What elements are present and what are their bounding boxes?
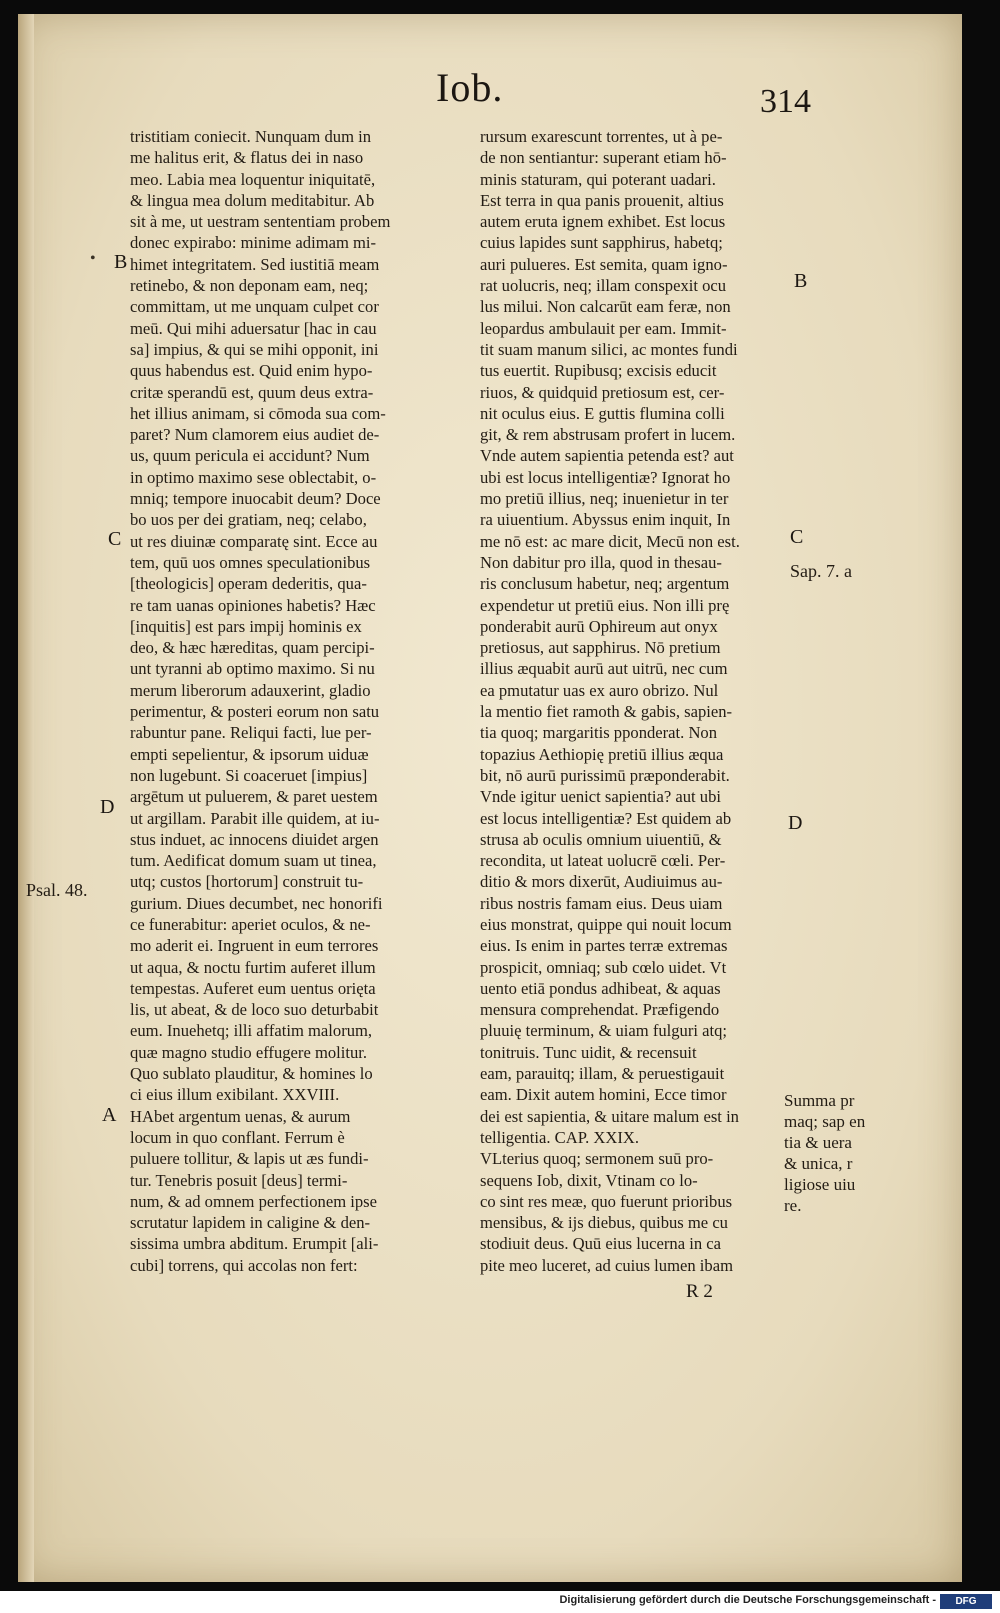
right-column-line: ubi est locus intelligentiæ? Ignorat ho xyxy=(480,467,731,487)
left-column-line: non lugebunt. Si coaceruet [impius] xyxy=(130,765,368,785)
left-column-line: ce funerabitur: aperiet oculos, & ne- xyxy=(130,914,371,934)
page-binding-edge xyxy=(18,14,34,1582)
left-column-line: sissima umbra abditum. Erumpit [ali- xyxy=(130,1234,379,1254)
right-column-line: telligentia. CAP. XXIX. xyxy=(480,1127,640,1147)
margin-note-summa-line: Summa pr xyxy=(784,1091,855,1110)
left-column-line: eum. Inuehetq; illi affatim malorum, xyxy=(130,1021,373,1041)
left-column-line: tristitiam coniecit. Nunquam dum in xyxy=(130,127,372,146)
right-column-line: cuius lapides sunt sapphirus, habetq; xyxy=(480,233,723,253)
right-column-line: tit suam manum silici, ac montes fundi xyxy=(480,339,738,359)
left-column-line: cubi] torrens, qui accolas non fert: xyxy=(130,1255,358,1275)
left-column-line: ci eius illum exibilant. XXVIII. xyxy=(130,1085,340,1105)
left-column-line: utq; custos [hortorum] construit tu- xyxy=(130,872,364,892)
right-column-line: ris conclusum habetur, neq; argentum xyxy=(480,574,730,594)
left-column-line: himet integritatem. Sed iustitiā meam xyxy=(130,254,380,274)
right-column-line: recondita, ut lateat uolucrē cœli. Per- xyxy=(480,851,726,871)
left-column-line: tem, quū uos omnes speculationibus xyxy=(130,552,371,572)
right-column-line: ditio & mors dixerūt, Audiuimus au- xyxy=(480,872,723,892)
book-page xyxy=(18,14,962,1582)
right-column-line: autem eruta ignem exhibet. Est locus xyxy=(480,212,726,232)
right-column-line: ea pmutatur uas ex auro obrizo. Nul xyxy=(480,680,719,700)
left-column-line: tum. Aedificat domum suam ut tinea, xyxy=(130,851,377,871)
left-column-line: puluere tollitur, & lapis ut æs fundi- xyxy=(130,1149,369,1169)
right-column-line: nit oculus eius. E guttis flumina colli xyxy=(480,403,725,423)
right-column-line: co sint res meæ, quo fuerunt prioribus xyxy=(480,1191,733,1211)
left-column-line: quus habendus est. Quid enim hypo- xyxy=(130,361,373,381)
right-column-line: auri pulueres. Est semita, quam igno- xyxy=(480,254,728,274)
margin-note-summa-line: tia & uera xyxy=(784,1133,852,1152)
left-text-column xyxy=(130,126,468,1276)
left-column-line: paret? Num clamorem eius audiet de- xyxy=(130,425,380,445)
left-column-line: mniq; tempore inuocabit deum? Doce xyxy=(130,489,381,509)
left-column-line: bo uos per dei gratiam, neq; celabo, xyxy=(130,510,367,530)
left-column-line: meo. Labia mea loquentur iniquitatē, xyxy=(130,169,376,189)
right-column-line: lus milui. Non calcarūt eam feræ, non xyxy=(480,297,731,317)
left-column-line: gurium. Diues decumbet, nec honorifi xyxy=(130,893,383,913)
right-column-line: pretiosus, aut sapphirus. Nō pretium xyxy=(480,638,721,658)
right-column-line: illius æquabit aurū aut uitrū, nec cum xyxy=(480,659,728,679)
right-column-line: topazius Aethiopię pretiū illius æqua xyxy=(480,744,724,764)
right-column-line: strusa ab oculis omnium uiuentiū, & xyxy=(480,829,722,849)
margin-note-sapientia: Sap. 7. a xyxy=(790,561,852,581)
margin-note-summa-line: maq; sap en xyxy=(784,1112,866,1131)
right-column-line: pluuię terminum, & uiam fulguri atq; xyxy=(480,1021,728,1041)
left-column-line: [theologicis] operam dederitis, qua- xyxy=(130,574,367,594)
left-column-line: het illius animam, si cōmoda sua com- xyxy=(130,403,386,423)
left-column-line: ut aqua, & noctu furtim auferet illum xyxy=(130,957,376,977)
stray-dot-mark: • xyxy=(90,250,96,267)
right-column-line: uento etiā pondus adhibeat, & aquas xyxy=(480,978,721,998)
right-column-line: rat uolucris, neq; illam conspexit ocu xyxy=(480,276,727,296)
section-marker-c-right: C xyxy=(790,526,804,548)
left-column-line: donec expirabo: minime adimam mi- xyxy=(130,233,377,253)
section-marker-d-right: D xyxy=(788,812,803,834)
right-column-line: ponderabit aurū Ophireum aut onyx xyxy=(480,616,718,636)
left-column-line: unt tyranni ab optimo maximo. Si nu xyxy=(130,659,375,679)
margin-note-summa xyxy=(784,1090,865,1216)
funding-credit: Digitalisierung gefördert durch die Deutsche Forschungsgemeinschaft - xyxy=(559,1594,936,1606)
left-column-line: us, quum pericula ei accidunt? Num xyxy=(130,446,370,466)
left-column-line: in optimo maximo sese oblectabit, o- xyxy=(130,467,377,487)
left-column-line: Quo sublato plauditur, & homines lo xyxy=(130,1064,373,1084)
right-column-line: Vnde autem sapientia petenda est? aut xyxy=(480,446,734,466)
right-column-line: VLterius quoq; sermonem suū pro- xyxy=(480,1149,714,1169)
right-column-line: pite meo luceret, ad cuius lumen ibam xyxy=(480,1255,733,1275)
left-column-line: merum liberorum adauxerint, gladio xyxy=(130,680,371,700)
right-column-line: eius monstrat, quippe qui nouit locum xyxy=(480,914,732,934)
left-column-line: committam, ut me unquam culpet cor xyxy=(130,297,379,317)
right-column-line: Est terra in qua panis prouenit, altius xyxy=(480,190,724,210)
left-column-line: argētum ut puluerem, & paret uestem xyxy=(130,787,378,807)
right-column-line: Non dabitur pro illa, quod in thesau- xyxy=(480,552,722,572)
left-column-line: ut res diuinæ comparatę sint. Ecce au xyxy=(130,531,378,551)
right-column-line: prospicit, omniaq; sub cœlo uidet. Vt xyxy=(480,957,727,977)
left-column-line: rabuntur pane. Reliqui facti, lue per- xyxy=(130,723,372,743)
right-column-line: de non sentiantur: superant etiam hō- xyxy=(480,148,727,168)
section-marker-b-left: B xyxy=(114,251,128,273)
left-column-line: scrutatur lapidem in caligine & den- xyxy=(130,1213,371,1233)
dfg-logo: DFG xyxy=(940,1594,992,1609)
left-column-line: ut argillam. Parabit ille quidem, at iu- xyxy=(130,808,380,828)
right-column-line: ribus nostris famam eius. Deus uiam xyxy=(480,893,723,913)
left-column-line: perimentur, & posteri eorum non satu xyxy=(130,702,380,722)
page-number: 314 xyxy=(760,83,811,120)
left-column-line: me halitus erit, & flatus dei in naso xyxy=(130,148,364,168)
right-column-line: tonitruis. Tunc uidit, & recensuit xyxy=(480,1042,697,1062)
right-column-line: leopardus ambulauit per eam. Immit- xyxy=(480,318,727,338)
left-column-line: quæ magno studio effugere molitur. xyxy=(130,1042,368,1062)
left-column-line: HAbet argentum uenas, & aurum xyxy=(130,1106,351,1126)
right-column-line: la mentio fiet ramoth & gabis, sapien- xyxy=(480,702,733,722)
left-column-line: tur. Tenebris posuit [deus] termi- xyxy=(130,1170,348,1190)
right-column-line: est locus intelligentiæ? Est quidem ab xyxy=(480,808,732,828)
right-column-line: sequens Iob, dixit, Vtinam co lo- xyxy=(480,1170,698,1190)
right-column-line: eam. Dixit autem homini, Ecce timor xyxy=(480,1085,727,1105)
left-column-line: sa] impius, & qui se mihi opponit, ini xyxy=(130,339,379,359)
right-text-column xyxy=(480,126,818,1276)
right-column-line: mensibus, & ijs diebus, quibus me cu xyxy=(480,1213,728,1233)
margin-note-psalm: Psal. 48. xyxy=(26,880,88,900)
right-column-line: tia quoq; margaritis pponderat. Non xyxy=(480,723,718,743)
signature-mark: R 2 xyxy=(686,1281,713,1302)
left-column-line: sit à me, ut uestram sententiam probem xyxy=(130,212,391,232)
right-column-line: git, & rem abstrusam profert in lucem. xyxy=(480,425,736,445)
left-column-line: empti sepelientur, & ipsorum uiduæ xyxy=(130,744,369,764)
margin-note-summa-line: & unica, r xyxy=(784,1154,853,1173)
left-column-line: & lingua mea dolum meditabitur. Ab xyxy=(130,190,375,210)
left-column-line: deo, & hæc hæreditas, quam percipi- xyxy=(130,638,375,658)
right-column-line: stodiuit deus. Quū eius lucerna in ca xyxy=(480,1234,722,1254)
right-column-line: Vnde igitur uenict sapientia? aut ubi xyxy=(480,787,721,807)
right-column-line: dei est sapientia, & uitare malum est in xyxy=(480,1106,739,1126)
right-column-line: minis staturam, qui poterant uadari. xyxy=(480,169,716,189)
right-column-line: bit, nō aurū purissimū præponderabit. xyxy=(480,765,730,785)
left-column-line: tempestas. Auferet eum uentus orięta xyxy=(130,978,376,998)
right-column-line: mensura comprehendat. Præfigendo xyxy=(480,1000,720,1020)
section-marker-b-right: B xyxy=(794,270,808,292)
right-column-line: riuos, & quidquid pretiosum est, cer- xyxy=(480,382,725,402)
footer-bar xyxy=(0,1591,1000,1613)
left-column-line: [inquitis] est pars impij hominis ex xyxy=(130,616,362,636)
running-head: Iob. xyxy=(436,65,504,110)
section-marker-c-left: C xyxy=(108,528,122,550)
left-column-line: re tam uanas opiniones habetis? Hæc xyxy=(130,595,376,615)
left-column-line: stus induet, ac innocens diuidet argen xyxy=(130,829,379,849)
left-column-line: meū. Qui mihi aduersatur [hac in cau xyxy=(130,318,377,338)
section-marker-a-left: A xyxy=(102,1104,117,1126)
right-column-line: tus euertit. Rupibusq; excisis educit xyxy=(480,361,717,381)
right-column-line: eam, parauitq; illam, & peruestigauit xyxy=(480,1064,725,1084)
right-column-line: expendetur ut pretiū eius. Non illi prę xyxy=(480,595,730,615)
right-column-line: me nō est: ac mare dicit, Mecū non est. xyxy=(480,531,740,551)
right-column-line: rursum exarescunt torrentes, ut à pe- xyxy=(480,127,723,146)
margin-note-summa-line: re. xyxy=(784,1196,802,1215)
left-column-line: mo aderit ei. Ingruent in eum terrores xyxy=(130,936,379,956)
left-column-line: lis, ut abeat, & de loco suo deturbabit xyxy=(130,1000,379,1020)
left-column-line: locum in quo conflant. Ferrum è xyxy=(130,1127,345,1147)
left-column-line: num, & ad omnem perfectionem ipse xyxy=(130,1191,377,1211)
right-column-line: ra uiuentium. Abyssus enim inquit, In xyxy=(480,510,731,530)
right-column-line: mo pretiū illius, neq; inuenietur in ter xyxy=(480,489,729,509)
section-marker-d-left: D xyxy=(100,796,115,818)
margin-note-summa-line: ligiose uiu xyxy=(784,1175,856,1194)
right-column-line: eius. Is enim in partes terræ extremas xyxy=(480,936,728,956)
left-column-line: retinebo, & non deponam eam, neq; xyxy=(130,276,369,296)
left-column-line: critæ sperandū est, quum deus extra- xyxy=(130,382,374,402)
